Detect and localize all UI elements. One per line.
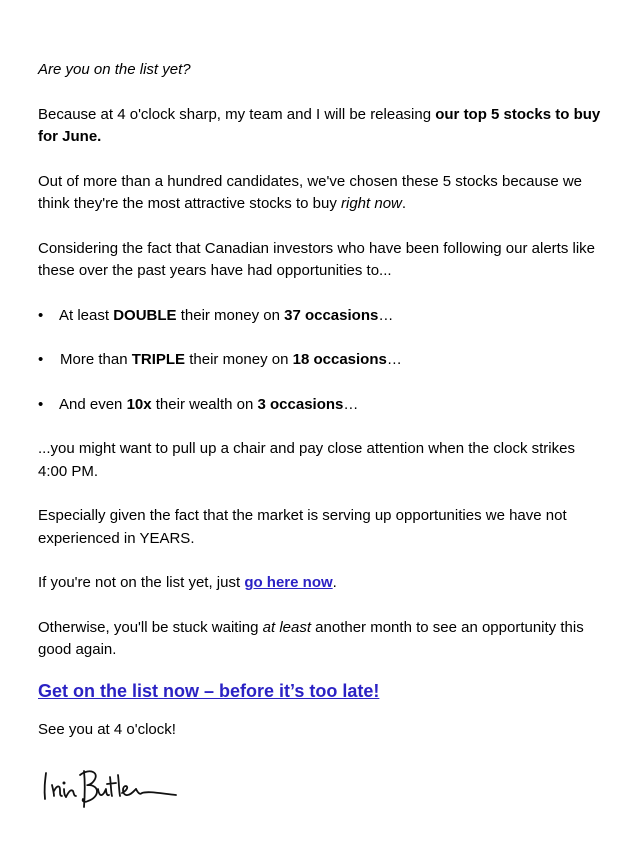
release-paragraph: Because at 4 o'clock sharp, my team and I will be releasing our top 5 stocks to buy for June. xyxy=(38,105,601,145)
opening-question: Are you on the list yet? xyxy=(38,61,191,78)
especially-paragraph: Especially given the fact that the market is serving up opportunities we have not experienced in YEARS. xyxy=(38,507,567,547)
release-highlight: our top 5 stocks to buy for June. xyxy=(38,105,601,145)
list-item: • More than TRIPLE their money on 18 occasions… xyxy=(38,349,608,372)
otherwise-paragraph: Otherwise, you'll be stuck waiting at least another month to see an opportunity this good again. xyxy=(38,618,584,658)
list-item: • And even 10x their wealth on 3 occasions… xyxy=(38,394,608,417)
go-here-now-link[interactable]: go here now xyxy=(244,574,333,591)
email-body xyxy=(38,59,608,811)
bullet-icon: • xyxy=(38,351,44,368)
signature-image xyxy=(38,763,184,811)
closing-line: See you at 4 o'clock! xyxy=(38,720,176,738)
not-on-list-paragraph: If you're not on the list yet, just go here now. xyxy=(38,574,337,591)
list-item: • At least DOUBLE their money on 37 occasions… xyxy=(38,305,608,328)
considering-paragraph: Considering the fact that Canadian investors who have been following our alerts like these over the past years have had opportunities to... xyxy=(38,239,595,279)
clock-paragraph: ...you might want to pull up a chair and pay close attention when the clock strikes 4:00 PM. xyxy=(38,440,575,480)
get-on-list-cta-link[interactable]: Get on the list now – before it’s too late! xyxy=(38,680,380,701)
bullet-icon: • xyxy=(38,395,44,413)
candidates-paragraph: Out of more than a hundred candidates, we've chosen these 5 stocks because we think they're the most attractive stocks to buy right now. xyxy=(38,172,583,212)
bullet-icon: • xyxy=(38,306,44,324)
